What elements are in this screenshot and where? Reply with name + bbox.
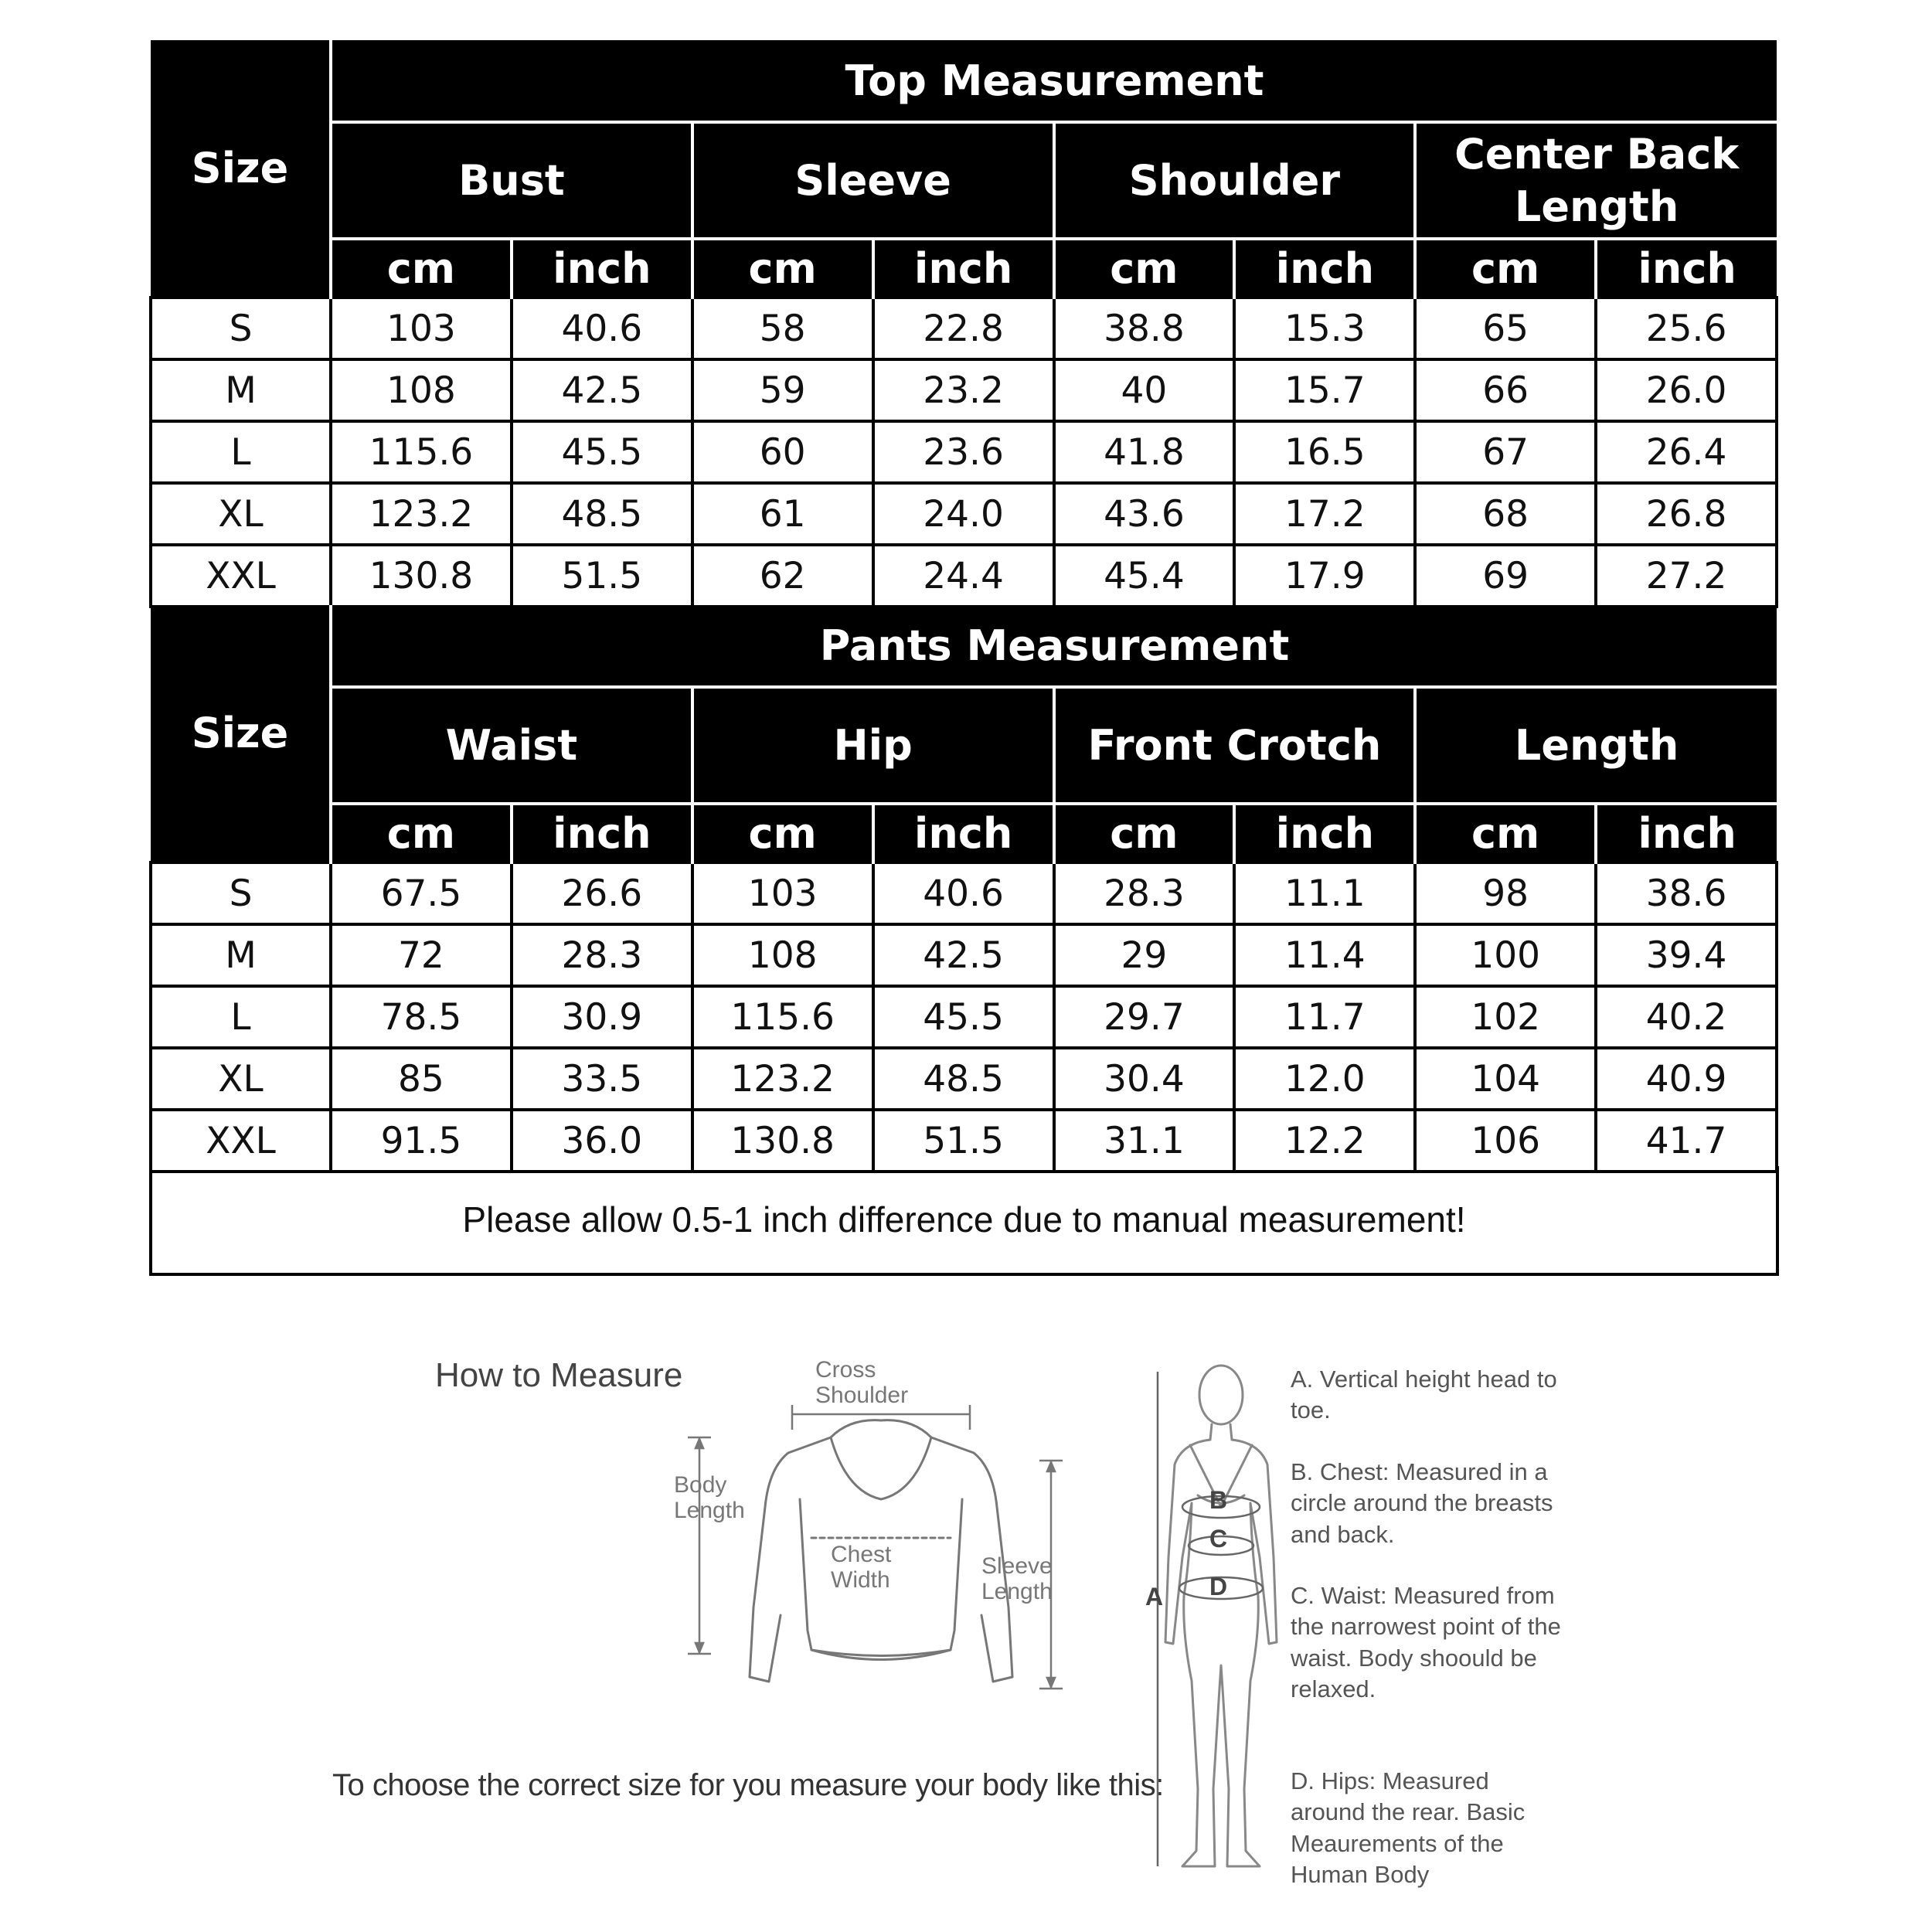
body-letter-a: A	[1145, 1583, 1164, 1611]
measurement-cell: 123.2	[692, 1048, 873, 1110]
measurement-cell: 26.4	[1596, 421, 1777, 483]
measurement-cell: 102	[1415, 986, 1596, 1048]
measurement-cell: 31.1	[1054, 1110, 1235, 1172]
measurement-cell: 23.2	[873, 359, 1054, 421]
measurement-cell: 42.5	[512, 359, 692, 421]
measurement-cell: 60	[692, 421, 873, 483]
measurement-cell: 40.6	[873, 862, 1054, 924]
table-row	[151, 1110, 1777, 1172]
measurement-cell: 103	[331, 298, 512, 359]
measurement-cell: 115.6	[692, 986, 873, 1048]
measurement-cell: 38.6	[1596, 862, 1777, 924]
measurement-cell: 45.5	[512, 421, 692, 483]
measurement-cell: 26.8	[1596, 483, 1777, 545]
measurement-cell: 67.5	[331, 862, 512, 924]
measurement-cell: 61	[692, 483, 873, 545]
measurement-cell: 72	[331, 924, 512, 986]
measurement-cell: 43.6	[1054, 483, 1235, 545]
unit-header: cm	[331, 239, 512, 298]
table-row	[151, 545, 1777, 607]
measurement-cell: 48.5	[873, 1048, 1054, 1110]
size-cell: XL	[151, 483, 331, 545]
table-title: Top Measurement	[331, 40, 1777, 122]
measurement-cell: 115.6	[331, 421, 512, 483]
size-cell: XXL	[151, 1110, 331, 1172]
column-group-header: Hip	[692, 687, 1054, 804]
measurement-cell: 62	[692, 545, 873, 607]
measurement-cell: 39.4	[1596, 924, 1777, 986]
how-to-measure-title: How to Measure	[435, 1356, 683, 1394]
measurement-cell: 48.5	[512, 483, 692, 545]
size-header: Size	[151, 605, 331, 862]
measurement-cell: 16.5	[1234, 421, 1415, 483]
unit-header: cm	[1054, 239, 1235, 298]
measurement-cell: 23.6	[873, 421, 1054, 483]
measurement-cell: 100	[1415, 924, 1596, 986]
table-row	[151, 421, 1777, 483]
sleeve-length-label: Sleeve Length	[981, 1553, 1053, 1604]
size-cell: L	[151, 421, 331, 483]
measurement-cell: 22.8	[873, 298, 1054, 359]
column-group-header: Bust	[331, 122, 692, 239]
unit-header: cm	[1415, 804, 1596, 862]
pants-measurement-table	[149, 605, 1778, 1173]
measurement-cell: 15.7	[1234, 359, 1415, 421]
measurement-cell: 12.2	[1234, 1110, 1415, 1172]
size-cell: M	[151, 359, 331, 421]
table-title: Pants Measurement	[331, 605, 1777, 687]
measurement-cell: 78.5	[331, 986, 512, 1048]
size-cell: S	[151, 298, 331, 359]
column-group-header: Length	[1415, 687, 1777, 804]
choose-size-text: To choose the correct size for you measure your body like this:	[332, 1768, 1164, 1802]
measurement-cell: 67	[1415, 421, 1596, 483]
unit-header: inch	[1234, 239, 1415, 298]
column-group-header: Shoulder	[1054, 122, 1416, 239]
chest-width-label: Chest Width	[831, 1542, 892, 1593]
legend-item: A. Vertical height head to toe.	[1291, 1366, 1557, 1424]
measurement-cell: 26.6	[512, 862, 692, 924]
measurement-cell: 106	[1415, 1110, 1596, 1172]
measurement-cell: 40.6	[512, 298, 692, 359]
cross-shoulder-label: Cross Shoulder	[815, 1357, 909, 1408]
unit-header-row	[151, 804, 1777, 862]
table-row	[151, 1048, 1777, 1110]
measurement-cell: 11.4	[1234, 924, 1415, 986]
measurement-cell: 40	[1054, 359, 1235, 421]
measurement-cell: 38.8	[1054, 298, 1235, 359]
unit-header: cm	[1054, 804, 1235, 862]
size-cell: XXL	[151, 545, 331, 607]
unit-header: inch	[1596, 239, 1777, 298]
measurement-cell: 36.0	[512, 1110, 692, 1172]
measurement-cell: 28.3	[1054, 862, 1235, 924]
unit-header: inch	[873, 804, 1054, 862]
size-cell: XL	[151, 1048, 331, 1110]
column-group-header: Sleeve	[692, 122, 1054, 239]
measurement-cell: 108	[331, 359, 512, 421]
table-row	[151, 986, 1777, 1048]
measurement-cell: 91.5	[331, 1110, 512, 1172]
unit-header: inch	[1234, 804, 1415, 862]
unit-header: inch	[873, 239, 1054, 298]
unit-header-row	[151, 239, 1777, 298]
measurement-cell: 25.6	[1596, 298, 1777, 359]
measurement-cell: 24.0	[873, 483, 1054, 545]
measurement-cell: 68	[1415, 483, 1596, 545]
measurement-cell: 130.8	[331, 545, 512, 607]
legend-item: C. Waist: Measured from the narrowest point of the waist. Body shoould be relaxed.	[1291, 1582, 1561, 1702]
size-cell: M	[151, 924, 331, 986]
table-row	[151, 924, 1777, 986]
human-body-diagram	[1151, 1356, 1291, 1897]
body-length-label: Body Length	[674, 1472, 745, 1523]
measurement-cell: 17.9	[1234, 545, 1415, 607]
measurement-cell: 45.5	[873, 986, 1054, 1048]
column-group-header: Front Crotch	[1054, 687, 1416, 804]
measurement-cell: 11.7	[1234, 986, 1415, 1048]
measurement-cell: 42.5	[873, 924, 1054, 986]
table-row	[151, 359, 1777, 421]
measurement-cell: 104	[1415, 1048, 1596, 1110]
top-measurement-table	[149, 40, 1778, 608]
measurement-cell: 40.2	[1596, 986, 1777, 1048]
measurement-cell: 108	[692, 924, 873, 986]
unit-header: cm	[331, 804, 512, 862]
measurement-cell: 130.8	[692, 1110, 873, 1172]
legend-item: D. Hips: Measured around the rear. Basic Meaurements of the Human Body	[1291, 1767, 1526, 1888]
measurement-cell: 85	[331, 1048, 512, 1110]
body-letter-c: C	[1209, 1525, 1228, 1553]
measurement-cell: 66	[1415, 359, 1596, 421]
size-header: Size	[151, 40, 331, 298]
measurement-cell: 15.3	[1234, 298, 1415, 359]
size-cell: S	[151, 862, 331, 924]
measurement-note: Please allow 0.5-1 inch difference due to manual measurement!	[149, 1166, 1779, 1276]
legend-item: B. Chest: Measured in a circle around the breasts and back.	[1291, 1458, 1553, 1548]
measurement-cell: 58	[692, 298, 873, 359]
measurement-cell: 98	[1415, 862, 1596, 924]
unit-header: inch	[512, 804, 692, 862]
measurement-cell: 28.3	[512, 924, 692, 986]
measurement-cell: 123.2	[331, 483, 512, 545]
measurement-cell: 51.5	[512, 545, 692, 607]
measurement-cell: 41.8	[1054, 421, 1235, 483]
measurement-cell: 29.7	[1054, 986, 1235, 1048]
measurement-cell: 103	[692, 862, 873, 924]
measurement-cell: 24.4	[873, 545, 1054, 607]
table-row	[151, 483, 1777, 545]
table-row	[151, 862, 1777, 924]
unit-header: cm	[692, 804, 873, 862]
measurement-cell: 45.4	[1054, 545, 1235, 607]
unit-header: inch	[512, 239, 692, 298]
measurement-cell: 17.2	[1234, 483, 1415, 545]
measurement-cell: 69	[1415, 545, 1596, 607]
size-cell: L	[151, 986, 331, 1048]
table-row	[151, 298, 1777, 359]
unit-header: inch	[1596, 804, 1777, 862]
measurement-cell: 26.0	[1596, 359, 1777, 421]
measurement-cell: 41.7	[1596, 1110, 1777, 1172]
measurement-cell: 59	[692, 359, 873, 421]
body-letter-b: B	[1209, 1486, 1228, 1514]
measurement-cell: 65	[1415, 298, 1596, 359]
column-group-header: Center Back Length	[1415, 122, 1777, 239]
measurement-cell: 33.5	[512, 1048, 692, 1110]
unit-header: cm	[692, 239, 873, 298]
measurement-cell: 51.5	[873, 1110, 1054, 1172]
column-group-header: Waist	[331, 687, 692, 804]
measurement-cell: 29	[1054, 924, 1235, 986]
measurement-cell: 27.2	[1596, 545, 1777, 607]
measurement-cell: 12.0	[1234, 1048, 1415, 1110]
body-letter-d: D	[1209, 1573, 1228, 1600]
measurement-cell: 30.9	[512, 986, 692, 1048]
unit-header: cm	[1415, 239, 1596, 298]
measurement-cell: 30.4	[1054, 1048, 1235, 1110]
measurement-cell: 11.1	[1234, 862, 1415, 924]
measurement-cell: 40.9	[1596, 1048, 1777, 1110]
